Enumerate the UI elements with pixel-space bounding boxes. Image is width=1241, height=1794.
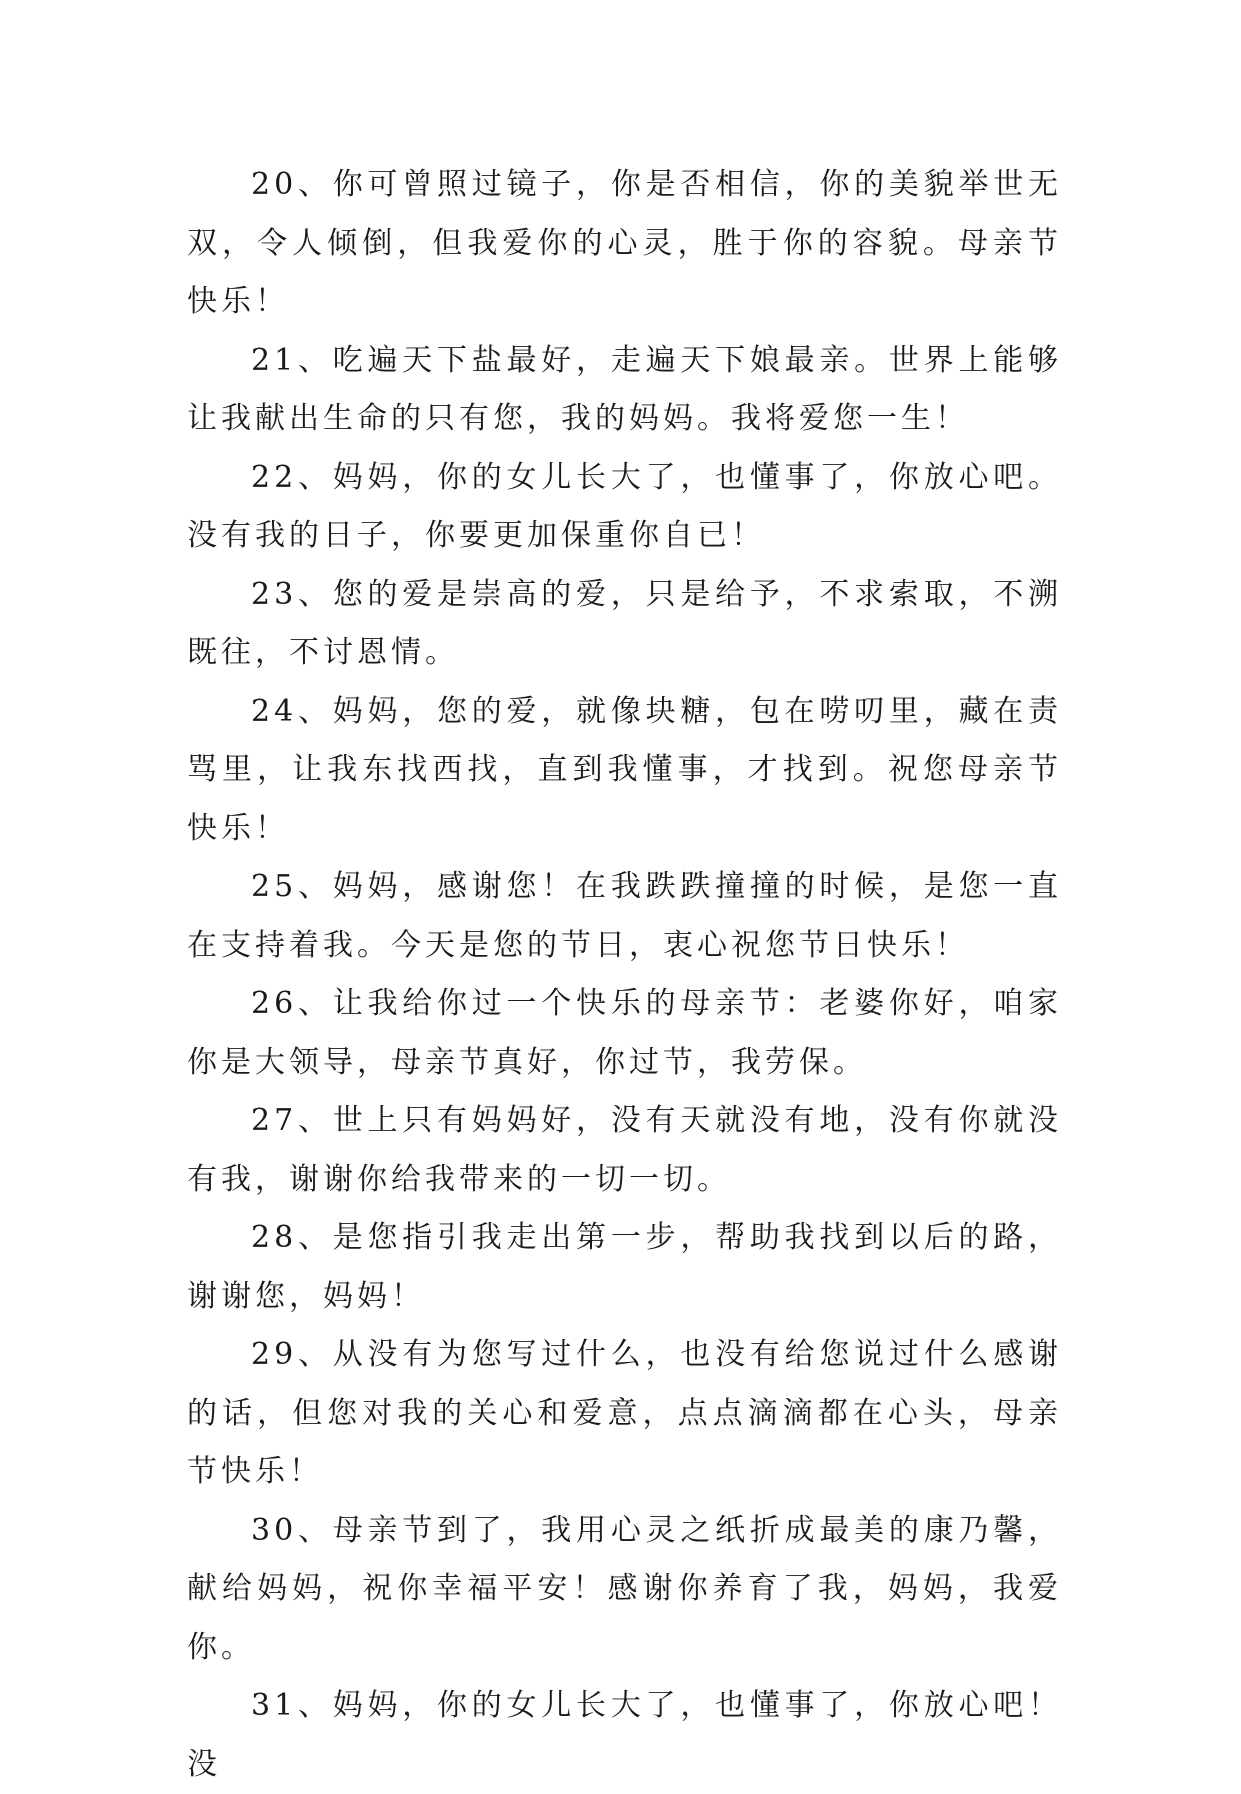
paragraph-29: 29、从没有为您写过什么，也没有给您说过什么感谢的话，但您对我的关心和爱意，点点滴滴都在心头，母亲节快乐！ — [187, 1337, 1062, 1489]
paragraph-30: 30、母亲节到了，我用心灵之纸折成最美的康乃馨，献给妈妈，祝你幸福平安！感谢你养育了我，妈妈，我爱你。 — [187, 1512, 1062, 1665]
paragraph-21: 21、吃遍天下盐最好，走遍天下娘最亲。世界上能够让我献出生命的只有您，我的妈妈。我将爱您一生！ — [187, 342, 1062, 436]
paragraph-24: 24、妈妈，您的爱，就像块糖，包在唠叨里，藏在责骂里，让我东找西找，直到我懂事，才找到。祝您母亲节快乐！ — [187, 693, 1062, 846]
paragraph-26: 26、让我给你过一个快乐的母亲节：老婆你好，咱家你是大领导，母亲节真好，你过节，我劳保。 — [187, 986, 1062, 1080]
paragraph-31: 31、妈妈，你的女儿长大了，也懂事了，你放心吧！没 — [187, 1688, 1062, 1782]
paragraph-25: 25、妈妈，感谢您！在我跌跌撞撞的时候，是您一直在支持着我。今天是您的节日，衷心祝您节日快乐！ — [187, 869, 1062, 963]
paragraph-20: 20、你可曾照过镜子，你是否相信，你的美貌举世无双，令人倾倒，但我爱你的心灵，胜于你的容貌。母亲节快乐！ — [187, 167, 1062, 319]
paragraph-27: 27、世上只有妈妈好，没有天就没有地，没有你就没有我，谢谢你给我带来的一切一切。 — [187, 1103, 1062, 1197]
document-body — [187, 156, 1062, 1794]
paragraph-28: 28、是您指引我走出第一步，帮助我找到以后的路，谢谢您，妈妈！ — [187, 1220, 1062, 1314]
paragraph-23: 23、您的爱是崇高的爱，只是给予，不求索取，不溯既往，不讨恩情。 — [187, 576, 1062, 670]
paragraph-22: 22、妈妈，你的女儿长大了，也懂事了，你放心吧。没有我的日子，你要更加保重你自已！ — [187, 459, 1062, 553]
